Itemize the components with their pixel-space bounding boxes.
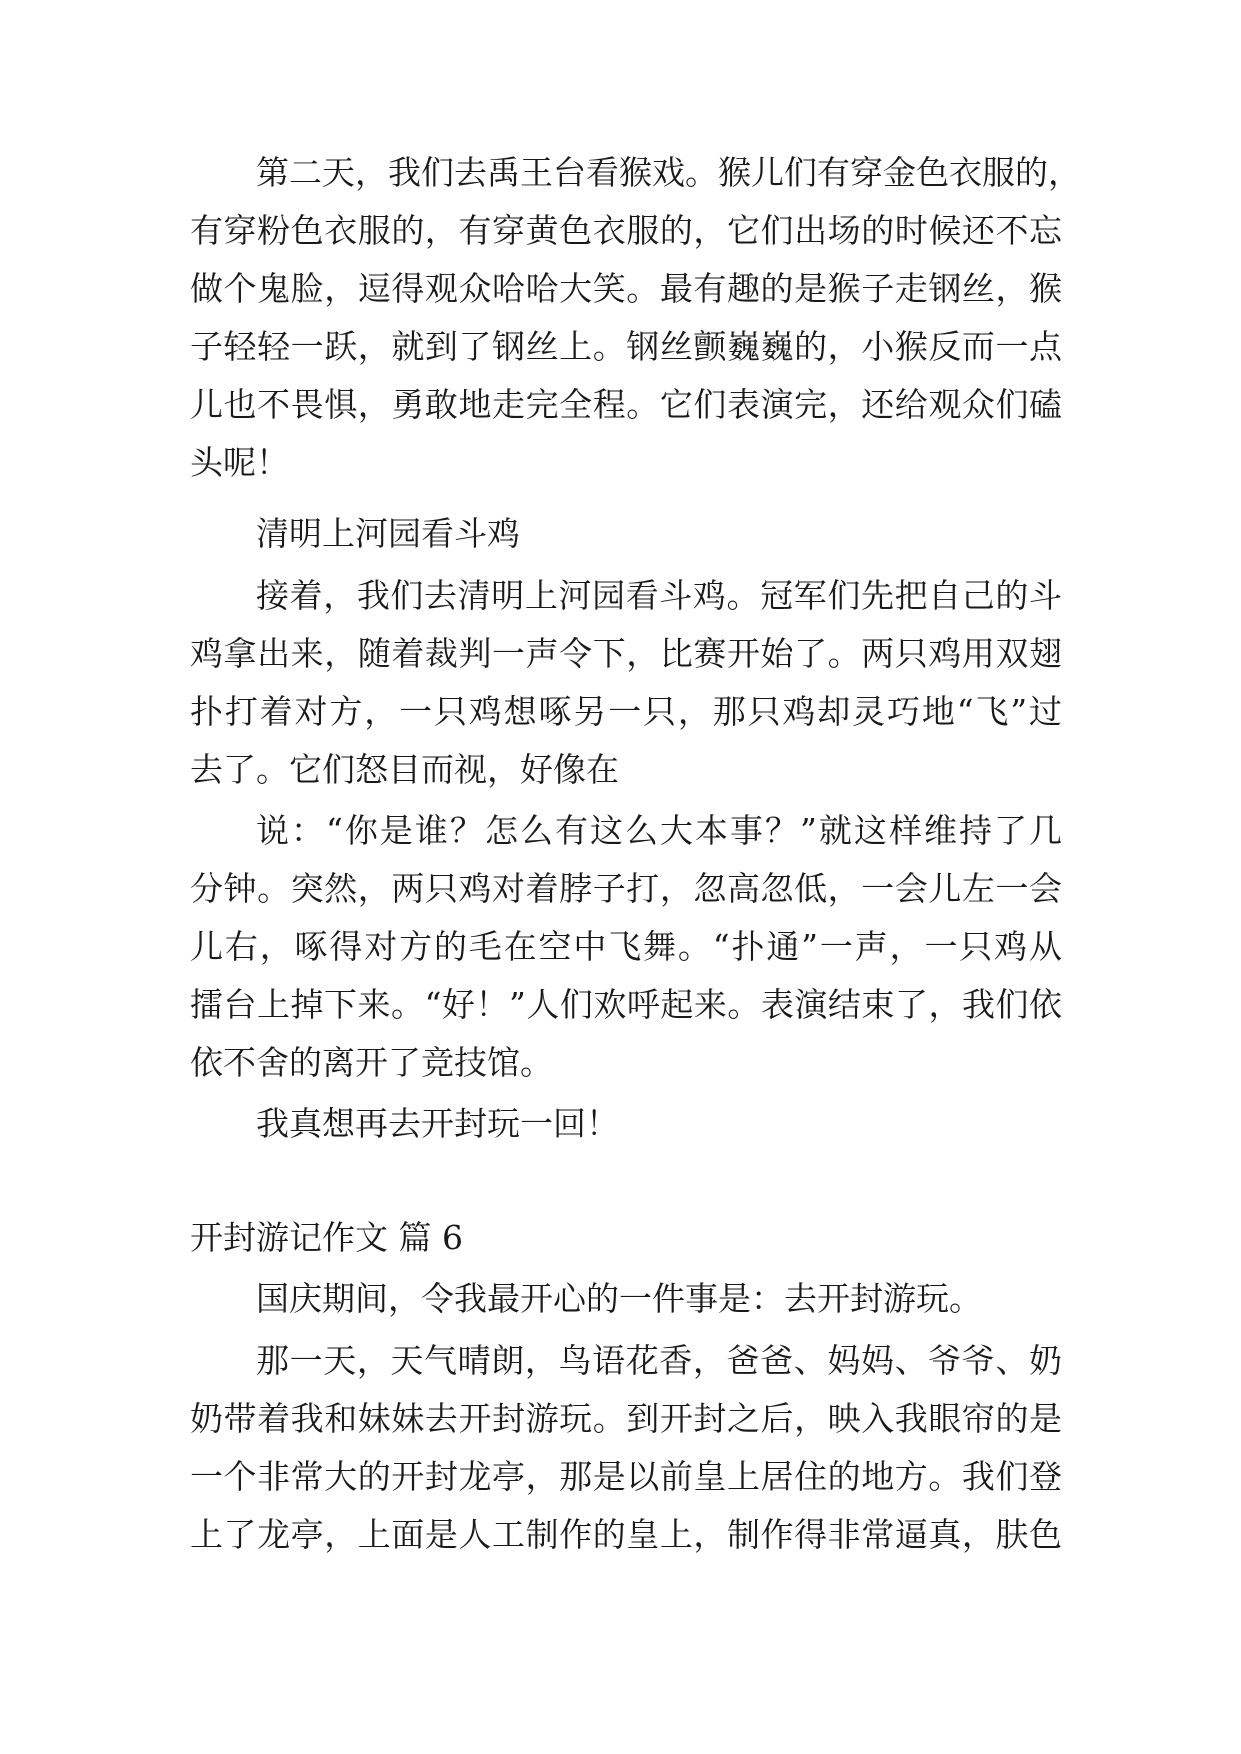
paragraph-line: 那一天，天气晴朗，鸟语花香，爸爸、妈妈、爷爷、奶	[256, 1341, 1062, 1380]
paragraph-line: 扑打着对方，一只鸡想啄另一只，那只鸡却灵巧地“飞”过	[190, 692, 1062, 731]
paragraph-line: 去了。它们怒目而视，好像在	[190, 750, 619, 789]
paragraph-line: 儿也不畏惧，勇敢地走完全程。它们表演完，还给观众们磕	[190, 385, 1062, 424]
paragraph-line: 分钟。突然，两只鸡对着脖子打，忽高忽低，一会儿左一会	[190, 869, 1062, 908]
paragraph-line: 有穿粉色衣服的，有穿黄色衣服的，它们出场的时候还不忘	[190, 211, 1062, 250]
paragraph-line: 我真想再去开封玩一回！	[256, 1104, 619, 1143]
paragraph-line: 国庆期间，令我最开心的一件事是：去开封游玩。	[256, 1279, 982, 1318]
paragraph-line: 接着，我们去清明上河园看斗鸡。冠军们先把自己的斗	[256, 576, 1062, 615]
paragraph-line: 擂台上掉下来。“好！”人们欢呼起来。表演结束了，我们依	[190, 985, 1062, 1024]
paragraph-line: 一个非常大的开封龙亭，那是以前皇上居住的地方。我们登	[190, 1457, 1062, 1496]
paragraph-line: 子轻轻一跃，就到了钢丝上。钢丝颤巍巍的，小猴反而一点	[190, 327, 1062, 366]
paragraph-line: 儿右，啄得对方的毛在空中飞舞。“扑通”一声，一只鸡从	[190, 927, 1062, 966]
paragraph-line: 鸡拿出来，随着裁判一声令下，比赛开始了。两只鸡用双翅	[190, 634, 1062, 673]
paragraph-line: 做个鬼脸，逗得观众哈哈大笑。最有趣的是猴子走钢丝，猴	[190, 269, 1062, 308]
paragraph-line: 奶带着我和妹妹去开封游玩。到开封之后，映入我眼帘的是	[190, 1399, 1062, 1438]
article-title: 开封游记作文 篇 6	[190, 1218, 463, 1257]
paragraph-line: 上了龙亭，上面是人工制作的皇上，制作得非常逼真，肤色	[190, 1515, 1062, 1554]
paragraph-line: 第二天，我们去禹王台看猴戏。猴儿们有穿金色衣服的，	[256, 153, 1081, 192]
paragraph-line: 说：“你是谁？怎么有这么大本事？”就这样维持了几	[256, 811, 1062, 850]
paragraph-line: 依不舍的离开了竞技馆。	[190, 1043, 553, 1082]
paragraph-line: 头呢！	[190, 443, 289, 482]
section-subheading: 清明上河园看斗鸡	[256, 514, 520, 553]
